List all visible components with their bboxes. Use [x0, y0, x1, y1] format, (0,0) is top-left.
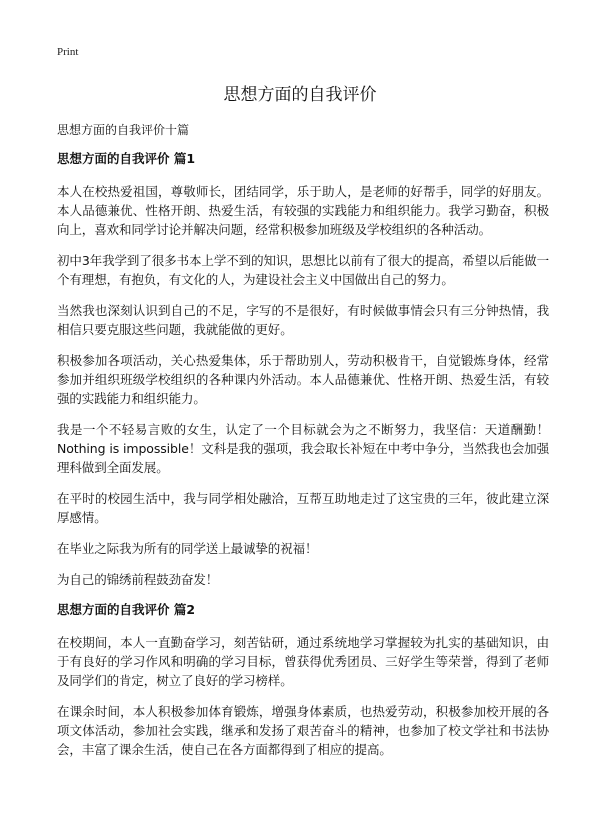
document-body [57, 150, 549, 771]
section-heading: 思想方面的自我评价 篇1 [57, 151, 196, 166]
section-1 [57, 150, 549, 589]
paragraph: 在毕业之际我为所有的同学送上最诚挚的祝福！ [57, 541, 318, 556]
paragraph: 我是一个不轻易言败的女生，认定了一个目标就会为之不断努力，我坚信：天道酬勤！Nothing is impossible！文科是我的强项，我会取长补短在中考中争分，当然我也会加强理科做到全面发展。 [57, 422, 549, 475]
section-2 [57, 601, 549, 759]
paragraph: 在课余时间，本人积极参加体育锻炼，增强身体素质，也热爱劳动，积极参加校开展的各项文体活动，参加社会实践，继承和发扬了艰苦奋斗的精神，也参加了校文学社和书法协会，丰富了课余生活，使自己在各方面都得到了相应的提高。 [57, 704, 549, 757]
section-heading: 思想方面的自我评价 篇2 [57, 602, 196, 617]
page-title: 思想方面的自我评价 [223, 85, 377, 105]
paragraph: 为自己的锦绣前程鼓劲奋发！ [57, 572, 219, 587]
print-link[interactable]: Print [57, 46, 79, 58]
paragraph: 积极参加各项活动，关心热爱集体，乐于帮助别人，劳动积极肯干，自觉锻炼身体，经常参加并组织班级学校组织的各种课内外活动。本人品德兼优、性格开朗、热爱生活，有较强的实践能力和组织能力。 [57, 353, 549, 406]
paragraph: 初中3年我学到了很多书本上学不到的知识，思想比以前有了很大的提高，希望以后能做一个有理想，有抱负，有文化的人，为建设社会主义中国做出自己的努力。 [57, 253, 549, 287]
paragraph: 在校期间，本人一直勤奋学习，刻苦钻研，通过系统地学习掌握较为扎实的基础知识，由于有良好的学习作风和明确的学习目标，曾获得优秀团员、三好学生等荣誉，得到了老师及同学们的肯定，树立了良好的学习榜样。 [57, 635, 549, 688]
paragraph: 本人在校热爱祖国，尊敬师长，团结同学，乐于助人，是老师的好帮手，同学的好朋友。本人品德兼优、性格开朗、热爱生活，有较强的实践能力和组织能力。我学习勤奋，积极向上，喜欢和同学讨论并解决问题，经常积极参加班级及学校组织的各种活动。 [57, 184, 549, 237]
paragraph: 在平时的校园生活中，我与同学相处融洽，互帮互助地走过了这宝贵的三年，彼此建立深厚感情。 [57, 491, 549, 525]
document-subtitle: 思想方面的自我评价十篇 [57, 123, 190, 137]
paragraph: 当然我也深刻认识到自己的不足，字写的不是很好，有时候做事情会只有三分钟热情，我相信只要克服这些问题，我就能做的更好。 [57, 303, 549, 337]
